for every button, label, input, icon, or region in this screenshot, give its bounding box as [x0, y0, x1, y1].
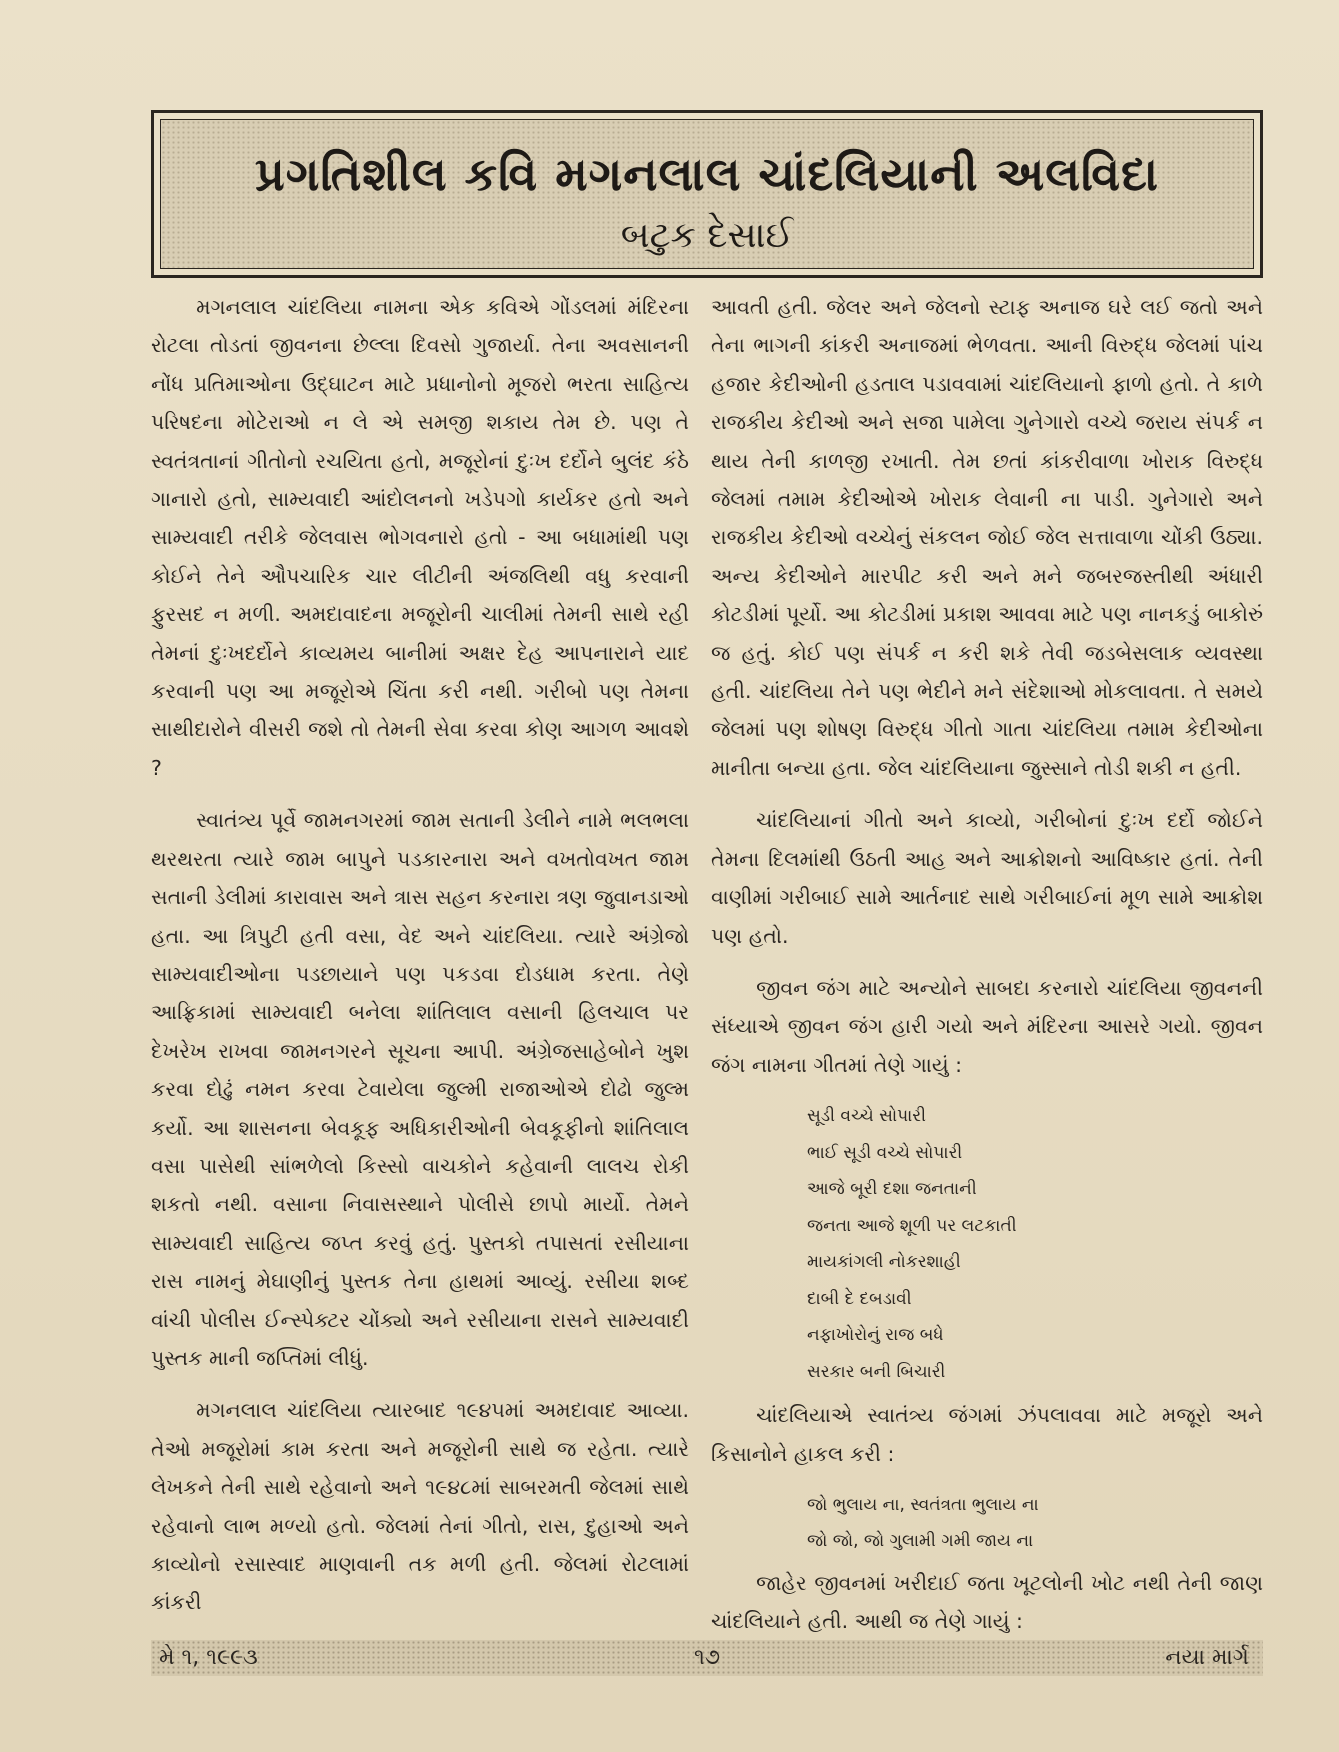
- verse-line: જો ભુલાય ના, સ્વતંત્રતા ભુલાય ના: [807, 1494, 1039, 1515]
- verse-line: સૂડી વચ્ચે સોપારી: [807, 1106, 926, 1127]
- page-number: ૧૭: [693, 1645, 721, 1670]
- paragraph: મગનલાલ ચાંદલિયા ત્યારબાદ ૧૯૪૫માં અમદાવાદ આવ્યા. તેઓ મજૂરોમાં કામ કરતા અને મજૂરોની સાથે જ રહેતા. ત્યારે લેખકને તેની સાથે રહેવાનો અને ૧૯૪૮માં સાબરમતી જેલમાં સાથે રહેવાનો લાભ મળ્યો હતો. જેલમાં તેનાં ગીતો, રાસ, દુહાઓ અને કાવ્યોનો રસાસ્વાદ માણવાની તક મળી હતી. જેલમાં રોટલામાં કાંકરી: [151, 1398, 689, 1615]
- paragraph: ચાંદલિયાનાં ગીતો અને કાવ્યો, ગરીબોનાં દુઃખ દર્દો જોઈને તેમના દિલમાંથી ઉઠતી આહ અને આક્રોશનો આવિષ્કાર હતાં. તેની વાણીમાં ગરીબાઈ સામે આર્તનાદ સાથે ગરીબાઈનાં મૂળ સામે આક્રોશ પણ હતો.: [711, 808, 1263, 948]
- verse-line: માયકાંગલી નોકરશાહી: [807, 1252, 961, 1273]
- paragraph: ચાંદલિયાએ સ્વાતંત્ર્ય જંગમાં ઝંપલાવવા માટે મજૂરો અને કિસાનોને હાકલ કરી :: [711, 1403, 1263, 1466]
- verse-swatantrata: [711, 1487, 1263, 1560]
- verse-jivan-jang: [711, 1098, 1263, 1390]
- magazine-name: નયા માર્ગ: [1165, 1645, 1249, 1670]
- paragraph: જીવન જંગ માટે અન્યોને સાબદા કરનારો ચાંદલિયા જીવનની સંધ્યાએ જીવન જંગ હારી ગયો અને મંદિરના આસરે ગયો. જીવન જંગ નામના ગીતમાં તેણે ગાયું :: [711, 975, 1263, 1077]
- paragraph: મગનલાલ ચાંદલિયા નામના એક કવિએ ગોંડલમાં મંદિરના રોટલા તોડતાં જીવનના છેલ્લા દિવસો ગુજાર્યા. તેના અવસાનની નોંધ પ્રતિમાઓના ઉદ્‌ઘાટન માટે પ્રધાનોનો મૂજરો ભરતા સાહિત્ય પરિષદના મોટેરાઓ ન લે એ સમજી શકાય તેમ છે. પણ તે સ્વતંત્રતાનાં ગીતોનો રચયિતા હતો, મજૂરોનાં દુઃખ દર્દોને બુલંદ કંઠે ગાનારો હતો, સામ્યવાદી આંદોલનનો ખડેપગો કાર્યકર હતો અને સામ્યવાદી તરીકે જેલવાસ ભોગવનારો હતો - આ બધામાંથી પણ કોઈને તેને ઔપચારિક ચાર લીટીની અંજલિથી વધુ કરવાની ફુરસદ ન મળી. અમદાવાદના મજૂરોની ચાલીમાં તેમની સાથે રહી તેમનાં દુઃખદર્દોને કાવ્યમય બાનીમાં અક્ષર દેહ આપનારાને યાદ કરવાની પણ આ મજૂરોએ ચિંતા કરી નથી. ગરીબો પણ તેમના સાથીદારોને વીસરી જશે તો તેમની સેવા કરવા કોણ આગળ આવશે ?: [151, 295, 689, 780]
- left-column: [151, 288, 689, 1633]
- title-panel: [160, 119, 1254, 269]
- verse-line: ભાઈ સૂડી વચ્ચે સોપારી: [807, 1142, 963, 1163]
- issue-date: મે ૧, ૧૯૯૩: [159, 1645, 258, 1670]
- article-title: પ્રગતિશીલ કવિ મગનલાલ ચાંદલિયાની અલવિદા: [254, 147, 1160, 201]
- verse-line: સરકાર બની બિચારી: [807, 1361, 946, 1382]
- verse-line: આજે બૂરી દશા જનતાની: [807, 1179, 977, 1200]
- verse-line: નફાખોરોનું રાજ બધે: [807, 1325, 944, 1346]
- right-column: [711, 288, 1263, 1633]
- paragraph: આવતી હતી. જેલર અને જેલનો સ્ટાફ અનાજ ઘરે લઈ જતો અને તેના ભાગની કાંકરી અનાજમાં ભેળવતા. આની વિરુદ્ધ જેલમાં પાંચ હજાર કેદીઓની હડતાલ પડાવવામાં ચાંદલિયાનો ફાળો હતો. તે કાળે રાજકીય કેદીઓ અને સજા પામેલા ગુનેગારો વચ્ચે જરાય સંપર્ક ન થાય તેની કાળજી રખાતી. તેમ છતાં કાંકરીવાળા ખોરાક વિરુદ્ધ જેલમાં તમામ કેદીઓએ ખોરાક લેવાની ના પાડી. ગુનેગારો અને રાજકીય કેદીઓ વચ્ચેનું સંકલન જોઈ જેલ સત્તાવાળા ચોંકી ઉઠ્યા. અન્ય કેદીઓને મારપીટ કરી અને મને જબરજસ્તીથી અંધારી કોટડીમાં પૂર્યો. આ કોટડીમાં પ્રકાશ આવવા માટે પણ નાનકડું બાકોરું જ હતું. કોઈ પણ સંપર્ક ન કરી શકે તેવી જડબેસલાક વ્યવસ્થા હતી. ચાંદલિયા તેને પણ ભેદીને મને સંદેશાઓ મોકલાવતા. તે સમયે જેલમાં પણ શોષણ વિરુદ્ધ ગીતો ગાતા ચાંદલિયા તમામ કેદીઓના માનીતા બન્યા હતા. જેલ ચાંદલિયાના જુસ્સાને તોડી શકી ન હતી.: [711, 295, 1263, 780]
- verse-line: દાબી દે દબડાવી: [807, 1288, 912, 1309]
- page-footer: [151, 1640, 1263, 1676]
- title-box: [151, 110, 1263, 278]
- verse-line: જો જો, જો ગુલામી ગમી જાય ના: [807, 1531, 1034, 1552]
- paragraph: સ્વાતંત્ર્ય પૂર્વે જામનગરમાં જામ સતાની ડેલીને નામે ભલભલા થરથરતા ત્યારે જામ બાપુને પડકારનારા અને વખતોવખત જામ સતાની ડેલીમાં કારાવાસ અને ત્રાસ સહન કરનારા ત્રણ જુવાનડાઓ હતા. આ ત્રિપુટી હતી વસા, વેદ અને ચાંદલિયા. ત્યારે અંગ્રેજો સામ્યવાદીઓના પડછાયાને પણ પકડવા દોડધામ કરતા. તેણે આફ્રિકામાં સામ્યવાદી બનેલા શાંતિલાલ વસાની હિલચાલ પર દેખરેખ રાખવા જામનગરને સૂચના આપી. અંગ્રેજસાહેબોને ખુશ કરવા દોઢું નમન કરવા ટેવાયેલા જુલ્મી રાજાઓએ દોઢો જુલ્મ કર્યો. આ શાસનના બેવકૂફ અધિકારીઓની બેવકૂફીનો શાંતિલાલ વસા પાસેથી સાંભળેલો કિસ્સો વાચકોને કહેવાની લાલચ રોકી શકતો નથી. વસાના નિવાસસ્થાને પોલીસે છાપો માર્યો. તેમને સામ્યવાદી સાહિત્ય જપ્ત કરવું હતું. પુસ્તકો તપાસતાં રસીયાના રાસ નામનું મેઘાણીનું પુસ્તક તેના હાથમાં આવ્યું. રસીયા શબ્દ વાંચી પોલીસ ઈન્સ્પેક્ટર ચોંક્યો અને રસીયાના રાસને સામ્યવાદી પુસ્તક માની જપ્તિમાં લીધું.: [151, 808, 689, 1370]
- paragraph: જાહેર જીવનમાં ખરીદાઈ જતા ખૂટલોની ખોટ નથી તેની જાણ ચાંદલિયાને હતી. આથી જ તેણે ગાયું :: [711, 1570, 1263, 1633]
- article-author: બટુક દેસાઈ: [620, 215, 794, 256]
- verse-line: જનતા આજે શૂળી પર લટકાતી: [807, 1215, 1017, 1236]
